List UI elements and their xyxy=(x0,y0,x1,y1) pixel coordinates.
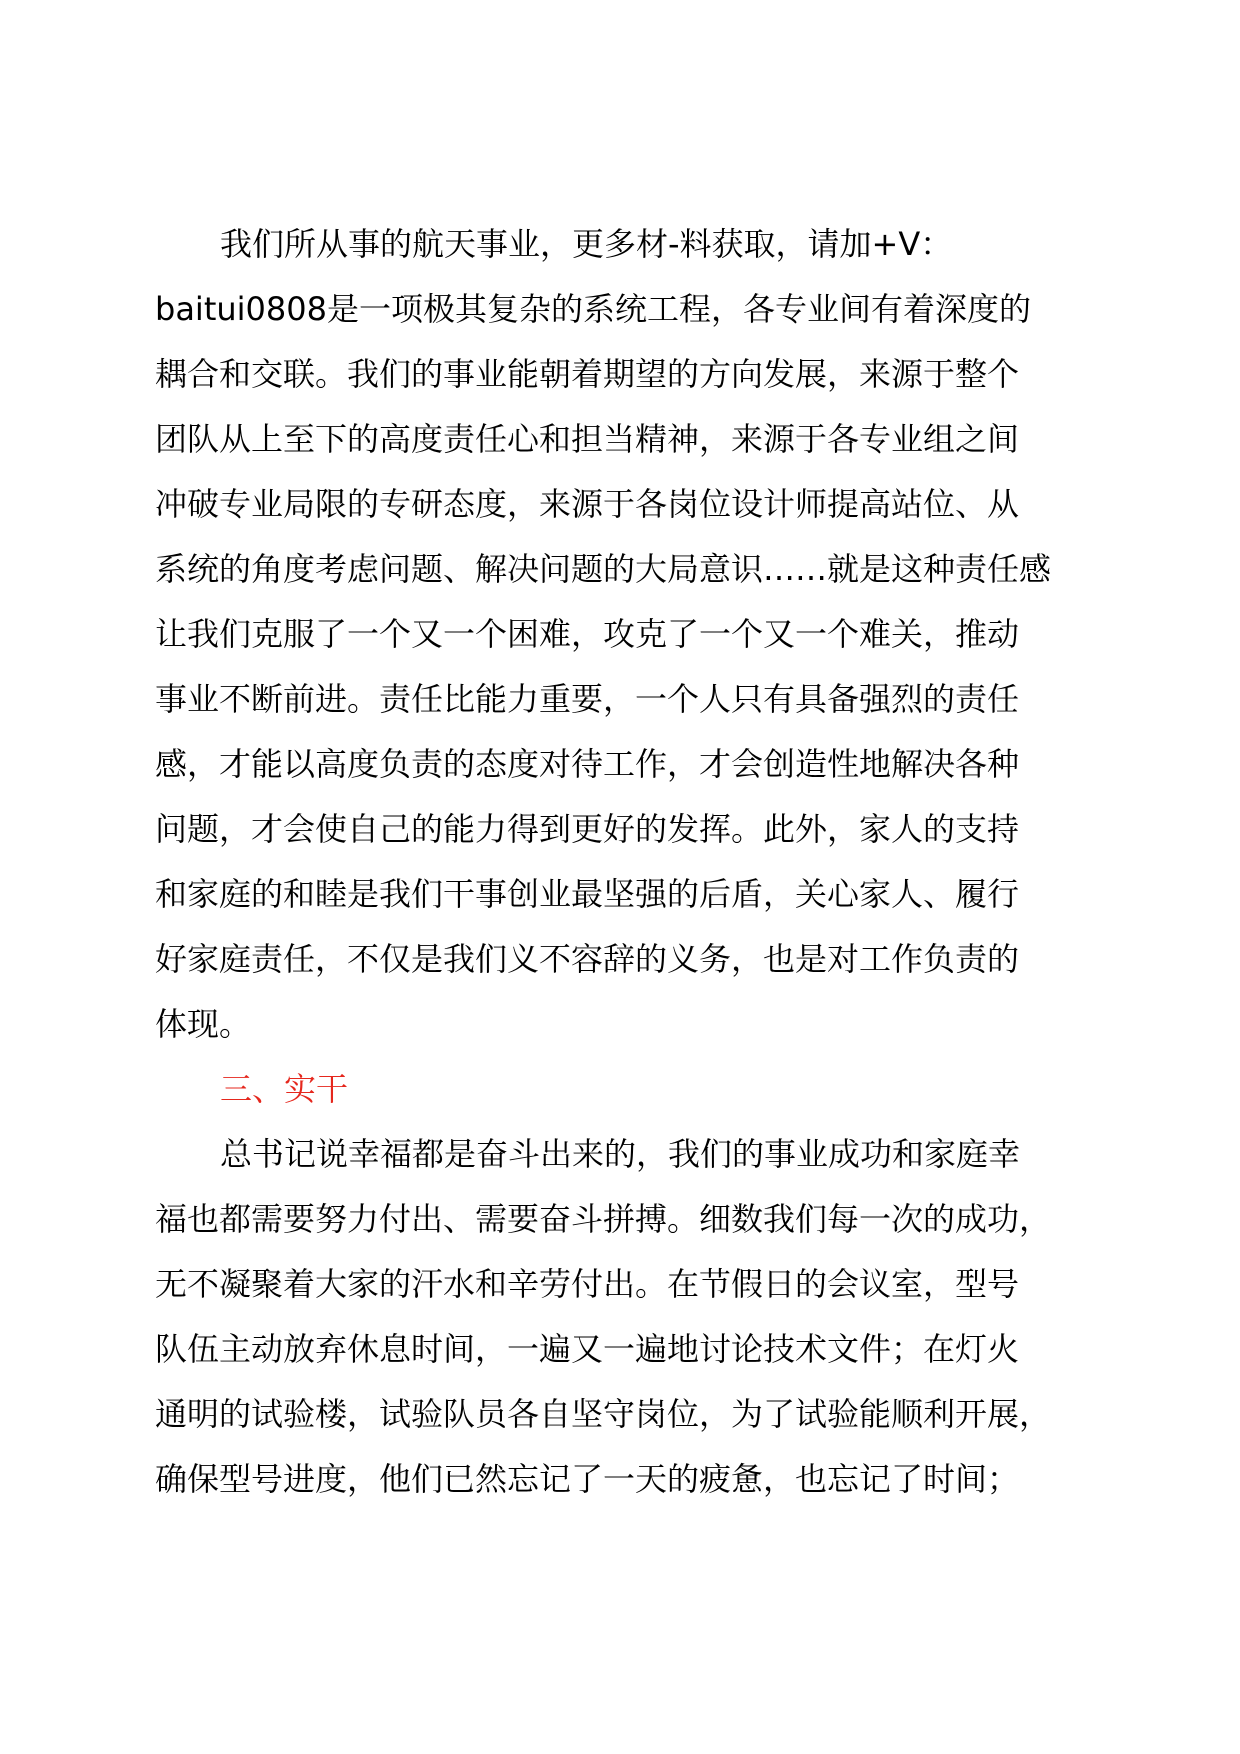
paragraph-line: 无不凝聚着大家的汗水和辛劳付出。在节假日的会议室，型号 xyxy=(155,1265,1020,1303)
paragraph-line: 通明的试验楼，试验队员各自坚守岗位，为了试验能顺利开展， xyxy=(155,1395,1052,1433)
paragraph-line: 让我们克服了一个又一个困难，攻克了一个又一个难关，推动 xyxy=(155,615,1020,653)
paragraph-line: 团队从上至下的高度责任心和担当精神，来源于各专业组之间 xyxy=(155,420,1020,458)
paragraph-line: 事业不断前进。责任比能力重要，一个人只有具备强烈的责任 xyxy=(155,680,1020,718)
paragraph-line: 和家庭的和睦是我们干事创业最坚强的后盾，关心家人、履行 xyxy=(155,875,1020,913)
paragraph-line: 总书记说幸福都是奋斗出来的，我们的事业成功和家庭幸 xyxy=(220,1135,1021,1173)
paragraph-line: 队伍主动放弃休息时间，一遍又一遍地讨论技术文件；在灯火 xyxy=(155,1330,1020,1368)
paragraph-line: 好家庭责任，不仅是我们义不容辞的义务，也是对工作负责的 xyxy=(155,940,1020,978)
paragraph-line: 我们所从事的航天事业，更多材-料获取，请加+V： xyxy=(220,225,953,263)
section-heading: 三、实干 xyxy=(220,1070,349,1108)
paragraph-line: 确保型号进度，他们已然忘记了一天的疲惫，也忘记了时间； xyxy=(155,1460,1020,1498)
paragraph-line: 福也都需要努力付出、需要奋斗拼搏。细数我们每一次的成功， xyxy=(155,1200,1052,1238)
paragraph-line: 冲破专业局限的专研态度，来源于各岗位设计师提高站位、从 xyxy=(155,485,1020,523)
paragraph-line: 体现。 xyxy=(155,1005,252,1043)
paragraph-line: 耦合和交联。我们的事业能朝着期望的方向发展，来源于整个 xyxy=(155,355,1020,393)
paragraph-line: 问题，才会使自己的能力得到更好的发挥。此外，家人的支持 xyxy=(155,810,1020,848)
paragraph-line: 感，才能以高度负责的态度对待工作，才会创造性地解决各种 xyxy=(155,745,1020,783)
paragraph-line: baitui0808是一项极其复杂的系统工程，各专业间有着深度的 xyxy=(155,290,1031,328)
paragraph-line: 系统的角度考虑问题、解决问题的大局意识……就是这种责任感 xyxy=(155,550,1052,588)
